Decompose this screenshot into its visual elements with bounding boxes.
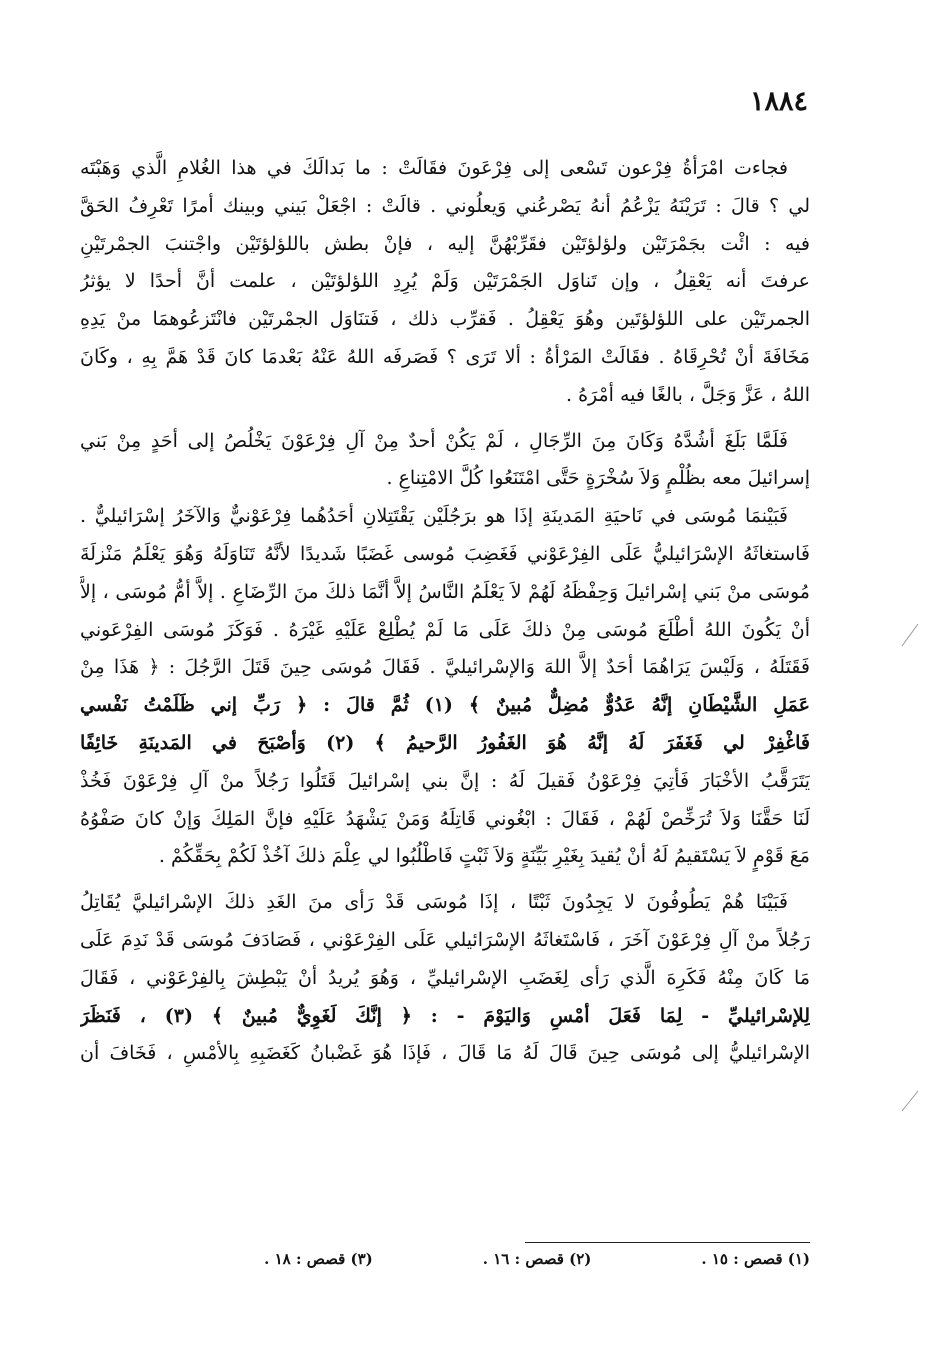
text-line: مَا كَانَ مِنْهُ فَكَرِهَ الَّذي رَأى لِغَضَبِ الإسْرائيليِّ ، وَهُوَ يُريدُ أنْ يَبْطِشَ بِالفِرْعَوْني ، فَقَالَ xyxy=(80,966,810,989)
quran-verse-line: لِلإسْرائيليِّ - لِمَا فَعَلَ أمْسِ وَاليَوْمَ - : ﴿ إنَّكَ لَغَوِيٌّ مُبينٌ ﴾ (٣) ، فَنَظَرَ xyxy=(80,1004,810,1027)
text-line: مَعَ قَوْمٍ لاَ يَسْتَقيمُ لَهُ أنْ يُقيدَ بِغَيْرِ بَيِّنَةٍ وَلاَ ثَبْتٍ فَاطْلُبُوا لي عِلْمَ ذلكَ آخُذْ لَكُمْ بِحَقِّكُمْ . xyxy=(158,845,810,868)
text-line: مَخَافَةَ أنْ تُحْرِقَاهُ . فقَالَتْ المَرْأةُ : ألا تَرَى ؟ فَصَرفَه اللهُ عَنْهُ بَعْدمَا كانَ قَدْ هَمَّ بِهِ ، وكَانَ xyxy=(80,345,810,368)
text-line: عرفتَ أنه يَعْقِلُ ، وإن تَناوَل الجَمْرَتَيْن وَلَمْ يُرِدِ اللؤلؤتَيْن ، علمت أنَّ أحدًا لا يؤثرُ xyxy=(80,270,810,293)
text-line: يَتَرَقَّبُ الأخْبَارَ فَأتِيَ فِرْعَوْنُ فَقيلَ لَهُ : إنَّ بني إسْرائيلَ قَتَلُوا رَجُلاً منْ آلِ فِرْعَوْنَ فَخُذْ xyxy=(80,769,810,792)
text-line: فيه : ائْت بجَمْرَتَيْن ولؤلؤتَيْن فقَرِّبْهُنَّ إليه ، فإنْ بطش باللؤلؤتَيْن واجْتنبَ الجمْرتَيْنِ xyxy=(80,232,810,255)
footnote-3: (٣) قصص : ١٨ . xyxy=(264,1250,373,1268)
footnote-2: (٢) قصص : ١٦ . xyxy=(482,1250,592,1268)
text-line: رَجُلاً منْ آلِ فِرْعَوْنَ آخَرَ ، فَاسْتَغاثَهُ الإسْرَائيلي عَلَى الفِرْعَوْني ، فَصَادَفَ مُوسَى قَدْ نَدِمَ عَلَى xyxy=(80,928,810,951)
text-line: فَبَيْنمَا مُوسَى في نَاحيَةِ المَدينَةِ إذَا هو برَجُلَيْن يَقْتَتِلانِ أحَدُهُما فِرْعَوْنيٌّ وَالآخَرُ إسْرَائيليٌّ . xyxy=(80,505,788,528)
text-line: فَقَتَلَهُ ، وَلَيْسَ يَرَاهُمَا أحَدٌ إلاَّ اللهَ وَالإسْرائيليَّ . فَقَالَ مُوسَى حِينَ قَتَلَ الرَّجُلَ : ﴿ هَذَا مِنْ xyxy=(80,656,810,679)
text-line: اللهُ ، عَزَّ وَجَلَّ ، بالغًا فيه أمْرَهُ . xyxy=(565,383,810,406)
footnote-divider xyxy=(525,1242,810,1243)
text-line: إسرائيلَ معه بظُلْمٍ وَلاَ سُخْرَةٍ حَتَّى امْتَنَعُوا كُلَّ الامْتِناعِ . xyxy=(386,467,810,490)
text-line: لي ؟ قالَ : تَرَيْنَهُ يَزْعُمُ أنهُ يَصْرعُني وَيعلُوني . قالَتْ : اجْعَلْ بَيني وبينك أمرًا تَعْرِفُ الحَقَّ xyxy=(80,194,810,217)
text-line: فجاءت امْرَأةُ فِرْعون تَسْعى إلى فِرْعَونَ فقَالَتْ : ما بَدالَكَ في هذا الغُلامِ الَّذي وَهَبْتَه xyxy=(80,157,788,179)
text-line: أنْ يَكُونَ اللهُ أطْلَعَ مُوسَى مِنْ ذلكَ عَلَى مَا لَمْ يُطْلِعْ عَلَيْهِ غَيْرَهُ . فَوَكَزَ مُوسَى الفِرْعَوني xyxy=(80,618,810,641)
quran-verse-line: فَاغْفِرْ لي فَغَفَرَ لَهُ إنَّهُ هُوَ الغَفُورُ الرَّحيمُ ﴾ (٢) وَأصْبَحَ في المَدينَةِ خَائِفًا xyxy=(80,731,810,754)
quran-verse-line: عَمَلِ الشَّيْطَانِ إنَّهُ عَدُوٌّ مُضِلٌّ مُبينٌ ﴾ (١) ثُمَّ قالَ : ﴿ رَبِّ إني ظَلَمْتُ نَفْسي xyxy=(80,694,810,717)
page-number: ١٨٨٤ xyxy=(749,86,808,117)
text-line: الجمرتَيْن على اللؤلؤتَين وهُوَ يَعْقِلُ . فَقرِّب ذلك ، فَتنَاوَل الجمْرتَيْن فانْتَزعُوهمَا منْ يَدِهِ xyxy=(80,308,810,331)
body-text xyxy=(80,150,810,1073)
text-line: مُوسَى منْ بَني إسْرائيلَ وَحِفْظَهُ لَهُمْ لاَ يَعْلَمُ النَّاسُ إلاَّ أنَّمَا ذلكَ منَ الرِّضَاعِ . إلاَّ أمُّ مُوسَى ، إلاَّ xyxy=(80,580,810,603)
text-line: فَبَيْنَا هُمْ يَطُوفُونَ لا يَجِدُونَ ثَبْتًا ، إذَا مُوسَى قَدْ رَأى منَ الغَدِ ذلكَ الإسْرائيليَّ يُقَاتِلُ xyxy=(80,891,788,914)
margin-pencil-mark xyxy=(900,620,922,648)
text-line: الإسْرائيليُّ إلى مُوسَى حِينَ قَالَ لَهُ مَا قَالَ ، فَإذَا هُوَ غَضْبانُ كَغَضَبِهِ بِالأمْسِ ، فَخَافَ أن xyxy=(80,1042,810,1065)
footnotes xyxy=(120,1250,810,1268)
text-line: لَنَا حَقَّنَا وَلاَ تُرَخِّصْ لَهُمْ ، فَقَالَ : ابْغُوني قَاتِلَهُ وَمَنْ يَشْهَدُ عَلَيْهِ فإنَّ المَلِكَ وَإنْ كانَ صَفْوُهُ xyxy=(80,807,810,830)
footnote-1: (١) قصص : ١٥ . xyxy=(701,1250,810,1268)
text-line: فَلَمَّا بَلَغَ أشُدَّهُ وَكَانَ مِنَ الرِّجَالِ ، لَمْ يَكُنْ أحدٌ مِنْ آلِ فِرْعَوْنَ يَخْلُصُ إلى أحَدٍ مِنْ بَني xyxy=(80,429,788,452)
text-line: فَاستغاثَهُ الإسْرَائيليُّ عَلَى الفِرْعَوْني فَغَضِبَ مُوسى غَضَبًا شَديدًا لأنَّهُ تَنَاوَلَهُ وَهُوَ يَعْلَمُ مَنْزلَةَ xyxy=(80,542,810,565)
margin-pencil-mark xyxy=(900,1085,922,1113)
